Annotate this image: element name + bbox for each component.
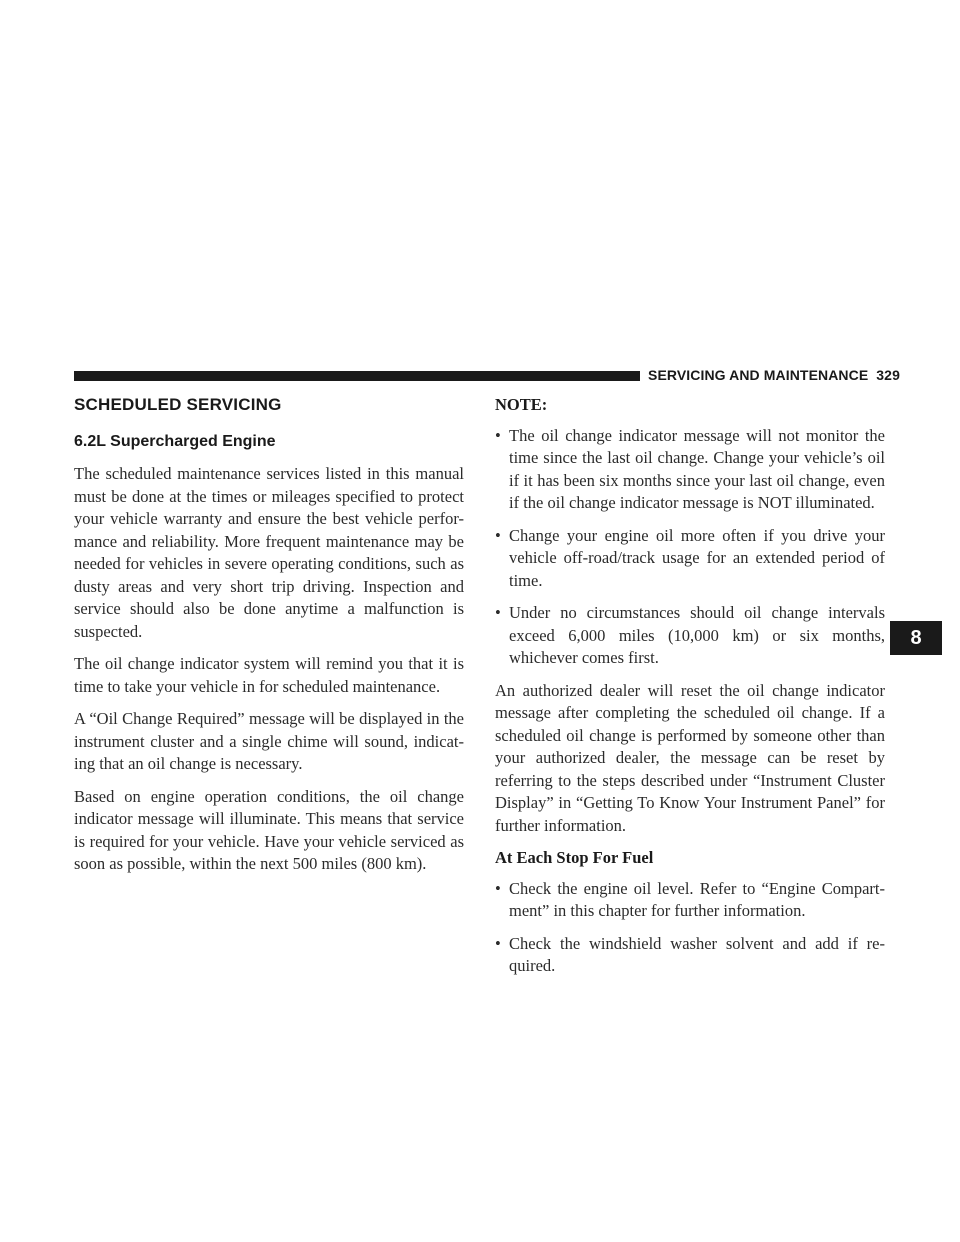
note-item: • The oil change indicator message will not monitor the time since the last oil change. Change your vehicle’s oil if it has been six months since your last oil change, even if the oil change indicator message is NOT illuminated. [495,425,885,515]
paragraph: An authorized dealer will reset the oil change indicator message after completing the scheduled oil change. If a scheduled oil change is performed by someone other than your authorized dealer, the message can be reset by referring to the steps described under “Instrument Cluster Display” in “Getting To Know Your Instrument Panel” for further information. [495,680,885,835]
note-item: • Change your engine oil more often if you drive your vehicle off-road/track usage for an extended period of time. [495,525,885,593]
engine-subheading: 6.2L Supercharged Engine [74,432,276,450]
header-rule [74,371,640,381]
right-column [495,388,885,988]
chapter-tab: 8 [890,621,942,655]
paragraph: A “Oil Change Required” message will be displayed in the instrument cluster and a single chime will sound, indicat-ing that an oil change is necessary. [74,709,464,773]
paragraph: The oil change indicator system will remind you that it is time to take your vehicle in for scheduled maintenance. [74,654,464,696]
fuel-stop-item: • Check the engine oil level. Refer to “Engine Compart-ment” in this chapter for further information. [495,878,885,923]
paragraph: The scheduled maintenance services listed in this manual must be done at the times or mileages specified to protect your vehicle warranty and ensure the best vehicle perfor-mance and reliability. More frequent maintenance may be needed for vehicles in severe operating conditions, such as dusty areas and very short trip driving. Inspection and service should also be done anytime a malfunction is suspected. [74,464,464,641]
left-column [74,388,464,886]
section-heading: SCHEDULED SERVICING [74,395,282,414]
fuel-stop-item: • Check the windshield washer solvent and add if re-quired. [495,933,885,978]
note-list [495,425,885,670]
header-section-title: SERVICING AND MAINTENANCE [648,367,869,383]
running-header [648,367,900,383]
fuel-stop-heading: At Each Stop For Fuel [495,848,654,867]
note-item: • Under no circumstances should oil change intervals exceed 6,000 miles (10,000 km) or six months, whichever comes first. [495,602,885,670]
paragraph: Based on engine operation conditions, the oil change indicator message will illuminate. This means that service is required for your vehicle. Have your vehicle serviced as soon as possible, within the next 500 miles (800 km). [74,786,464,873]
fuel-stop-list [495,878,885,978]
note-label: NOTE: [495,395,548,414]
page-number: 329 [876,367,900,383]
